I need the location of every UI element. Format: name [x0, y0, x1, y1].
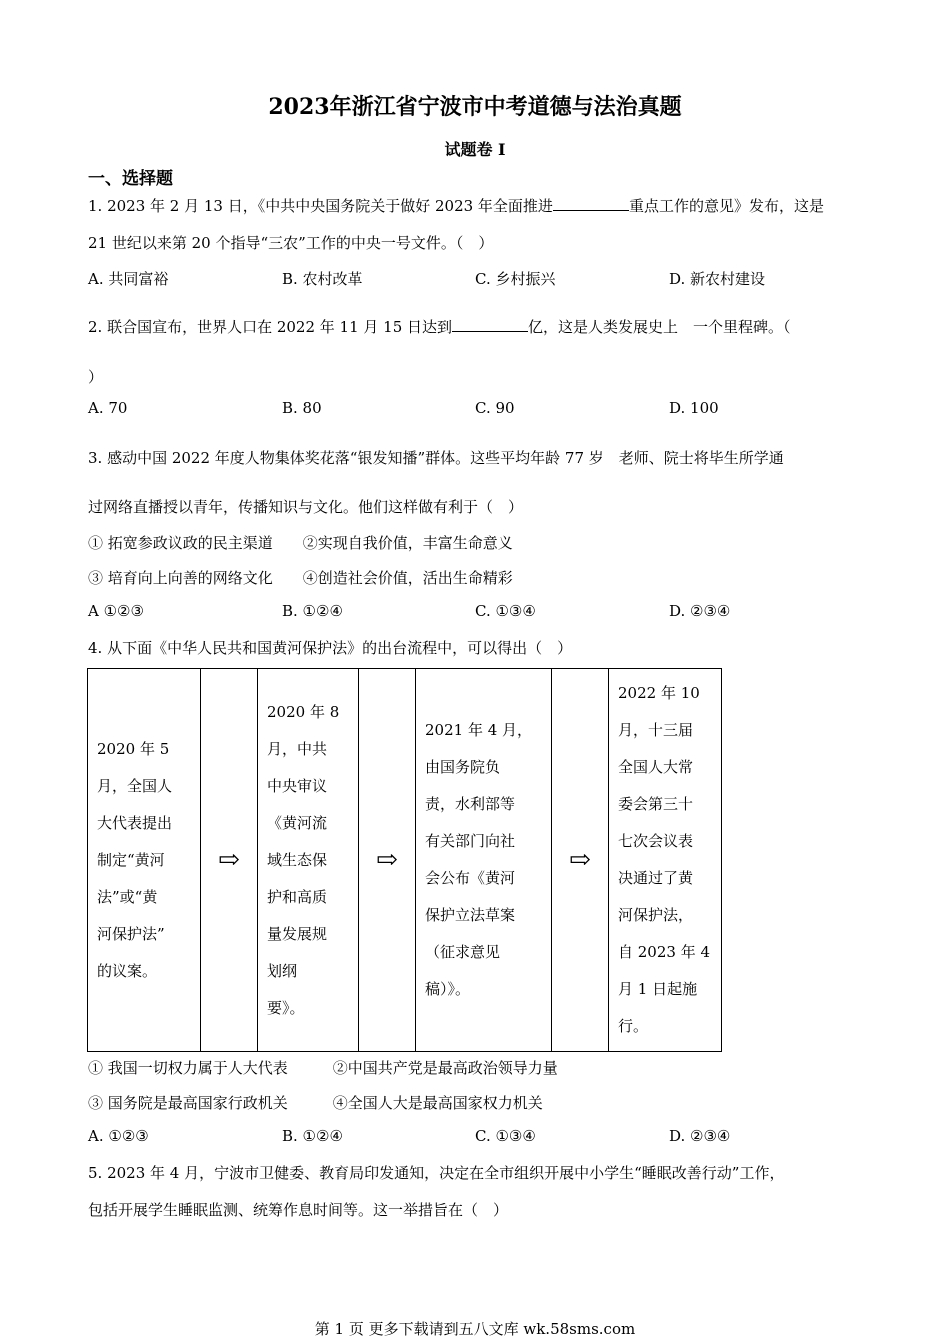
question-1-text-a: 1. 2023 年 2 月 13 日，《中共中央国务院关于做好 2023 年全面推进: [88, 197, 553, 215]
flow-step-4-line: 全国人大常: [618, 758, 694, 776]
question-3-option-c: C. ①③④: [475, 602, 536, 620]
flow-step-2-line: 要》。: [267, 998, 305, 1017]
question-4-option-c: C. ①③④: [475, 1127, 536, 1145]
flow-step-3-line: （征求意见: [425, 943, 501, 961]
page-footer: 第 1 页 更多下载请到五八文库 wk.58sms.com: [314, 1320, 636, 1338]
question-4-line-1: 4. 从下面《中华人民共和国黄河保护法》的出台流程中，可以得出（ ）: [88, 639, 573, 657]
question-1-option-b: B. 农村改革: [282, 270, 363, 288]
flow-step-3-line: 责，水利部等: [425, 795, 516, 813]
flow-step-2-line: 划纲: [267, 961, 298, 980]
question-2-line-2: ）: [88, 368, 104, 386]
flow-step-4-line: 自 2023 年 4: [618, 943, 711, 961]
question-2-option-c: C. 90: [475, 399, 515, 417]
flow-step-3-line: 2021 年 4 月，: [425, 721, 533, 739]
question-2-text-b: 亿，这是人类发展史上 一个里程碑。（: [528, 318, 791, 336]
flow-step-2-line: 月，中共: [267, 739, 328, 758]
question-3-statements-1: ① 拓宽参政议政的民主渠道 ②实现自我价值，丰富生命意义: [88, 534, 513, 552]
flow-step-1-line: 制定“黄河: [97, 850, 165, 869]
question-4-statements-1: ① 我国一切权力属于人大代表 ②中国共产党是最高政治领导力量: [88, 1059, 558, 1077]
question-2-line-1: [88, 316, 791, 337]
flow-step-1-line: 2020 年 5: [97, 739, 170, 758]
question-4-statements-2: ③ 国务院是最高国家行政机关 ④全国人大是最高国家权力机关: [88, 1094, 543, 1112]
flow-step-2-line: 2020 年 8: [267, 702, 340, 721]
question-3-option-d: D. ②③④: [669, 602, 731, 620]
flow-step-3: [416, 669, 552, 1052]
flow-step-2: [258, 669, 359, 1052]
question-1-option-a: A. 共同富裕: [88, 270, 169, 288]
question-3-statements-2: ③ 培育向上向善的网络文化 ④创造社会价值，活出生命精彩: [88, 569, 513, 587]
question-1-line-1: [88, 195, 824, 216]
question-5-line-1: 5. 2023 年 4 月，宁波市卫健委、教育局印发通知，决定在全市组织开展中小学生“睡眠改善行动”工作，: [88, 1164, 785, 1182]
flow-step-4-line: 河保护法，: [618, 906, 694, 924]
flow-step-1-line: 河保护法”: [97, 924, 165, 943]
legislation-flow-table: [87, 668, 722, 1052]
flow-step-1: [88, 669, 201, 1052]
flow-step-4-line: 行。: [618, 1017, 649, 1035]
question-4-option-d: D. ②③④: [669, 1127, 731, 1145]
question-1-text-b: 重点工作的意见》发布，这是: [628, 197, 824, 215]
question-3-option-a: A ①②③: [88, 602, 144, 620]
flow-step-3-line: 保护立法草案: [425, 906, 516, 924]
flow-step-4-line: 月，十三届: [618, 721, 694, 739]
flow-step-4-line: 七次会议表: [618, 832, 694, 850]
question-1-line-2: 21 世纪以来第 20 个指导“三农”工作的中央一号文件。（ ）: [88, 234, 494, 252]
question-3-line-1: 3. 感动中国 2022 年度人物集体奖花落“银发知播”群体。这些平均年龄 77 岁 老师、院士将毕生所学通: [88, 449, 784, 467]
flow-step-4-line: 2022 年 10: [618, 684, 700, 702]
question-3-option-b: B. ①②④: [282, 602, 343, 620]
flow-arrow-icon: ⇨: [201, 669, 258, 1052]
flow-step-1-line: 月，全国人: [97, 776, 173, 795]
flow-step-3-line: 有关部门向社: [425, 832, 516, 850]
flow-step-2-line: 域生态保: [267, 850, 328, 869]
flow-step-3-line: 由国务院负: [425, 758, 501, 776]
flow-arrow-icon: ⇨: [359, 669, 416, 1052]
flow-step-2-line: 中央审议: [267, 776, 328, 795]
flow-arrow-icon: ⇨: [552, 669, 609, 1052]
flow-step-4-line: 委会第三十: [618, 795, 694, 813]
flow-step-1-line: 的议案。: [97, 961, 158, 980]
flow-step-1-line: 法”或“黄: [97, 887, 158, 906]
section-heading: 一、选择题: [88, 169, 173, 189]
answer-blank: [553, 196, 629, 211]
question-2-option-b: B. 80: [282, 399, 322, 417]
question-4-option-a: A. ①②③: [88, 1127, 149, 1145]
flow-step-2-line: 护和高质: [267, 887, 328, 906]
flow-step-3-line: 会公布《黄河: [425, 869, 516, 887]
flow-step-2-line: 《黄河流: [267, 813, 328, 832]
paper-subtitle: 试题卷 I: [444, 140, 506, 159]
flow-step-4-line: 决通过了黄: [618, 869, 694, 887]
flow-step-4: [609, 669, 722, 1052]
page-title: 2023年浙江省宁波市中考道德与法治真题: [268, 94, 682, 120]
question-4-option-b: B. ①②④: [282, 1127, 343, 1145]
flow-step-3-line: 稿）》。: [425, 980, 471, 998]
question-2-text-a: 2. 联合国宣布，世界人口在 2022 年 11 月 15 日达到: [88, 318, 453, 336]
question-2-option-d: D. 100: [669, 399, 719, 417]
answer-blank: [452, 317, 528, 332]
flow-step-4-line: 月 1 日起施: [618, 980, 698, 998]
question-1-option-d: D. 新农村建设: [669, 270, 766, 288]
question-1-option-c: C. 乡村振兴: [475, 270, 556, 288]
flow-step-2-line: 量发展规: [267, 924, 328, 943]
flow-step-1-line: 大代表提出: [97, 813, 173, 832]
question-2-option-a: A. 70: [88, 399, 128, 417]
question-3-line-2: 过网络直播授以青年，传播知识与文化。他们这样做有利于（ ）: [88, 498, 524, 516]
question-5-line-2: 包括开展学生睡眠监测、统筹作息时间等。这一举措旨在（ ）: [88, 1201, 509, 1219]
